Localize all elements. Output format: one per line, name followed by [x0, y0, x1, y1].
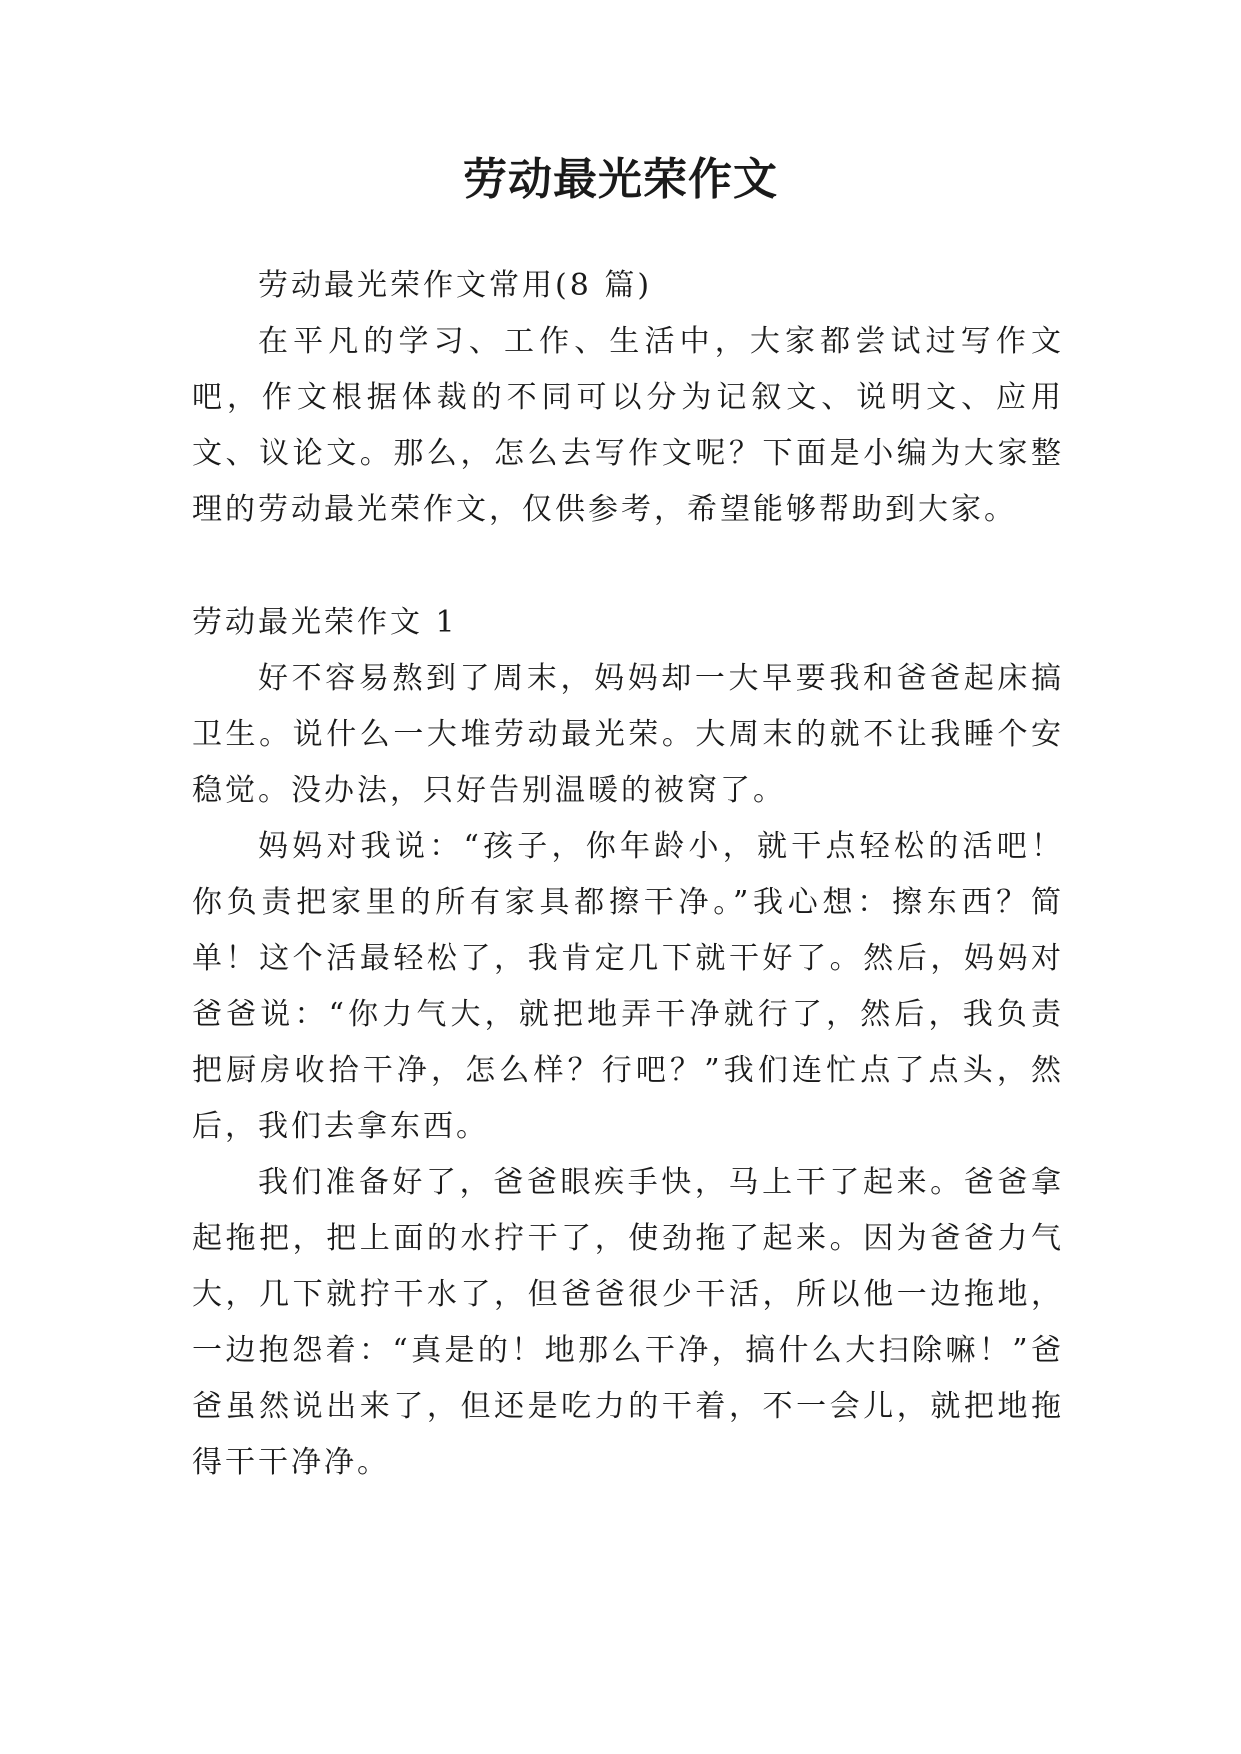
- essay-1-paragraph-1: 好不容易熬到了周末，妈妈却一大早要我和爸爸起床搞卫生。说什么一大堆劳动最光荣。大周末的就不让我睡个安稳觉。没办法，只好告别温暖的被窝了。: [192, 661, 1064, 808]
- essay-1-paragraph-2: 妈妈对我说：“孩子，你年龄小，就干点轻松的活吧！你负责把家里的所有家具都擦干净。”我心想：擦东西？简单！这个活最轻松了，我肯定几下就干好了。然后，妈妈对爸爸说：“你力气大，就把地弄干净就行了，然后，我负责把厨房收拾干净，怎么样？行吧？”我们连忙点了点头，然后，我们去拿东西。: [192, 829, 1064, 1144]
- document-title: 劳动最光荣作文: [463, 154, 778, 205]
- essay-1-paragraph-3: 我们准备好了，爸爸眼疾手快，马上干了起来。爸爸拿起拖把，把上面的水拧干了，使劲拖了起来。因为爸爸力气大，几下就拧干水了，但爸爸很少干活，所以他一边拖地，一边抱怨着：“真是的！地那么干净，搞什么大扫除嘛！”爸爸虽然说出来了，但还是吃力的干着，不一会儿，就把地拖得干干净净。: [192, 1165, 1064, 1480]
- section-spacer: [192, 538, 1064, 595]
- document-body: [192, 258, 1064, 1491]
- essay-1-heading: 劳动最光荣作文 1: [192, 605, 458, 640]
- intro-subtitle: 劳动最光荣作文常用(8 篇): [258, 268, 653, 303]
- intro-paragraph: 在平凡的学习、工作、生活中，大家都尝试过写作文吧，作文根据体裁的不同可以分为记叙文、说明文、应用文、议论文。那么，怎么去写作文呢？下面是小编为大家整理的劳动最光荣作文，仅供参考，希望能够帮助到大家。: [192, 324, 1064, 527]
